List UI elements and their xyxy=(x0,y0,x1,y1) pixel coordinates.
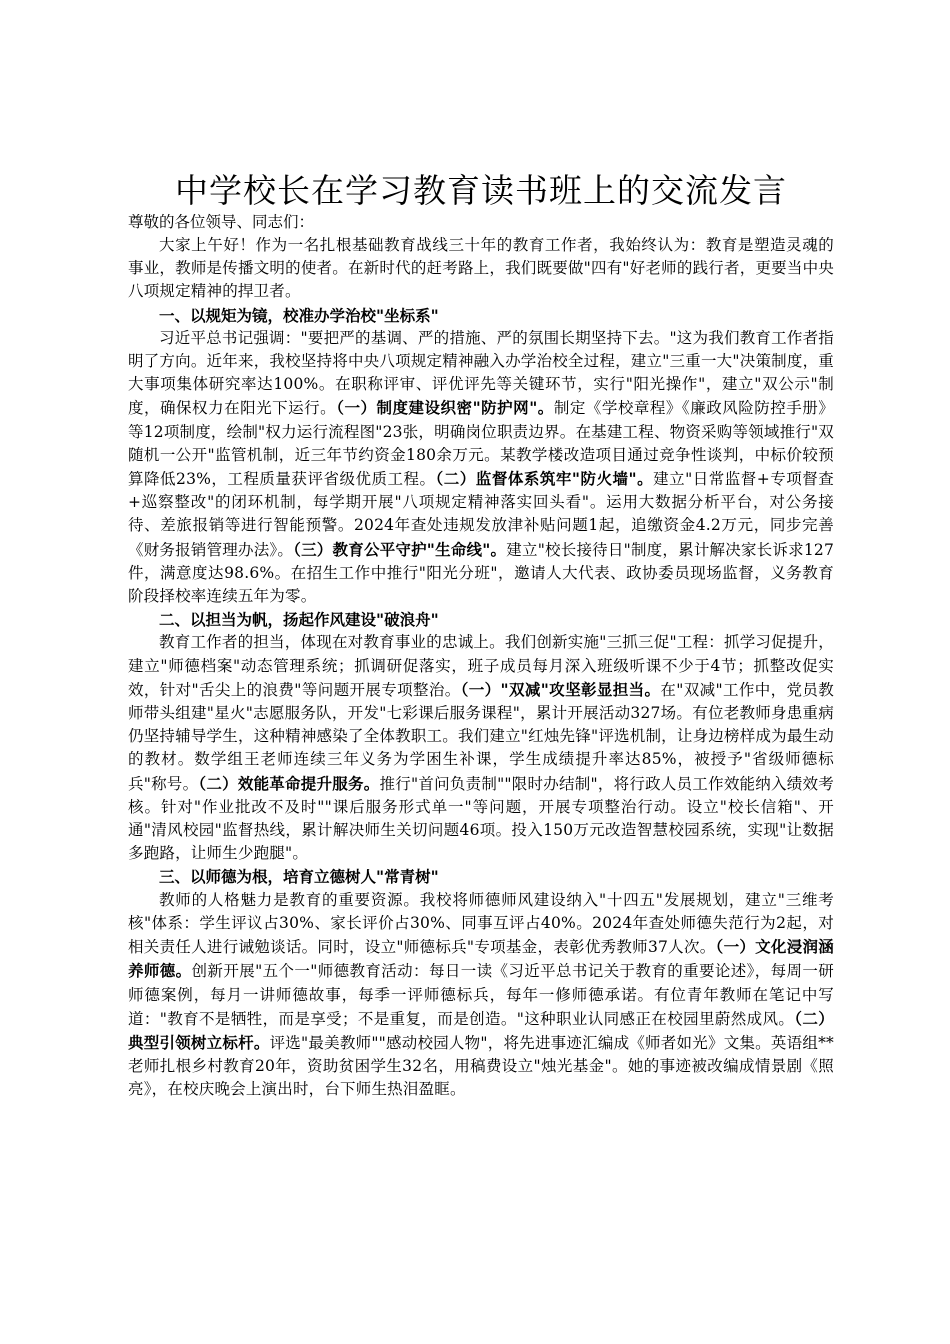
section-3-point-1-label: （一）文化浸润涵养师德。 xyxy=(128,937,834,981)
section-2-lead: 教育工作者的担当，体现在对教育事业的忠诚上。我们创新实施"三抓三促"工程：抓学习促提升，建立"师德档案"动态管理系统；抓调研促落实，班子成员每月深入班级听课不少于4节；抓整改促实效，针对"舌尖上的浪费"等问题开展专项整治。 xyxy=(128,633,834,699)
section-2-body xyxy=(128,631,834,865)
section-heading-2: 二、以担当为帆，扬起作风建设"破浪舟" xyxy=(159,610,439,630)
document-title: 中学校长在学习教育读书班上的交流发言 xyxy=(175,171,787,210)
section-2-point-1-text: 在"双减"工作中，党员教师带头组建"星火"志愿服务队，开发"七彩课后服务课程"，累计开展活动327场。有位老教师身患重病仍坚持辅导学生，这种精神感染了全体教职工。我们建立"红烛先锋"评选机制，让身边榜样成为最生动的教材。数学组王老师连续三年义务为学困生补课，学生成绩提升率达85%，被授予"省级师德标兵"称号。 xyxy=(128,680,834,793)
section-1-point-1-text: 制定《学校章程》《廉政风险防控手册》等12项制度，绘制"权力运行流程图"23张，明确岗位职责边界。在基建工程、物资采购等领域推行"双随机一公开"监管机制，近三年节约资金180余万元。某教学楼改造项目通过竞争性谈判，中标价较预算降低23%，工程质量获评省级优质工程。 xyxy=(128,399,834,489)
section-2-point-1-label: （一）"双减"攻坚彰显担当。 xyxy=(460,679,661,699)
section-heading-3: 三、以师德为根，培育立德树人"常青树" xyxy=(159,867,439,887)
section-heading-1: 一、以规矩为镜，校准办学治校"坐标系" xyxy=(159,305,439,325)
section-1-point-3-label: （三）教育公平守护"生命线"。 xyxy=(293,539,507,559)
document-page xyxy=(128,171,834,1102)
section-1-lead: 习近平总书记强调："要把严的基调、严的措施、严的氛围长期坚持下去。"这为我们教育工作者指明了方向。近年来，我校坚持将中央八项规定精神融入办学治校全过程，建立"三重一大"决策制度，重大事项集体研究率达100%。在职称评审、评优评先等关键环节，实行"阳光操作"，建立"双公示"制度，确保权力在阳光下运行。 xyxy=(128,328,834,418)
section-2-point-2-label: （二）效能革命提升服务。 xyxy=(198,773,380,793)
section-1-point-3-text: 建立"校长接待日"制度，累计解决家长诉求127件，满意度达98.6%。在招生工作中推行"阳光分班"，邀请人大代表、政协委员现场监督，义务教育阶段择校率连续五年为零。 xyxy=(128,540,835,606)
section-3-body xyxy=(128,889,834,1102)
section-1-point-2-label: （二）监督体系筑牢"防火墙"。 xyxy=(435,469,654,489)
section-1-point-2-text: 建立"日常监督+专项督查+巡察整改"的闭环机制，每学期开展"八项规定精神落实回头看"。运用大数据分析平台，对公务接待、差旅报销等进行智能预警。2024年查处违规发放津补贴问题1起，追缴资金4.2万元，同步完善《财务报销管理办法》。 xyxy=(128,470,834,559)
section-1-body xyxy=(128,327,834,608)
section-3-point-2-label: （二）典型引领树立标杆。 xyxy=(128,1008,834,1052)
section-3-lead: 教师的人格魅力是教育的重要资源。我校将师德师风建设纳入"十四五"发展规划，建立"三维考核"体系：学生评议占30%、家长评价占30%、同事互评占40%。2024年查处师德失范行为2起，对相关责任人进行诫勉谈话。同时，设立"师德标兵"专项基金，表彰优秀教师37人次。 xyxy=(128,890,834,957)
section-3-point-1-text: 创新开展"五个一"师德教育活动：每日一读《习近平总书记关于教育的重要论述》，每周一研师德案例，每月一讲师德故事，每季一评师德标兵，每年一修师德承诺。有位青年教师在笔记中写道："教育不是牺牲，而是享受；不是重复，而是创造。"这种职业认同感正在校园里蔚然成风。 xyxy=(128,962,834,1028)
section-3-point-2-text: 评选"最美教师""感动校园人物"，将先进事迹汇编成《师者如光》文集。英语组**老师扎根乡村教育20年，资助贫困学生32名，用稿费设立"烛光基金"。她的事迹被改编成情景剧《照亮》，在校庆晚会上演出时，台下师生热泪盈眶。 xyxy=(128,1033,834,1099)
section-2-point-2-text: 推行"首问负责制""限时办结制"，将行政人员工作效能纳入绩效考核。针对"作业批改不及时""课后服务形式单一"等问题，开展专项整治行动。设立"校长信箱"、开通"清风校园"监督热线，累计解决师生关切问题46项。投入150万元改造智慧校园系统，实现"让数据多跑路，让师生少跑腿"。 xyxy=(128,774,834,863)
salutation: 尊敬的各位领导、同志们： xyxy=(128,213,315,231)
section-1-point-1-label: （一）制度建设织密"防护网"。 xyxy=(336,398,554,418)
intro-paragraph: 大家上午好！作为一名扎根基础教育战线三十年的教育工作者，我始终认为：教育是塑造灵魂的事业，教师是传播文明的使者。在新时代的赶考路上，我们既要做"四有"好老师的践行者，更要当中央八项规定精神的捍卫者。 xyxy=(128,236,834,301)
